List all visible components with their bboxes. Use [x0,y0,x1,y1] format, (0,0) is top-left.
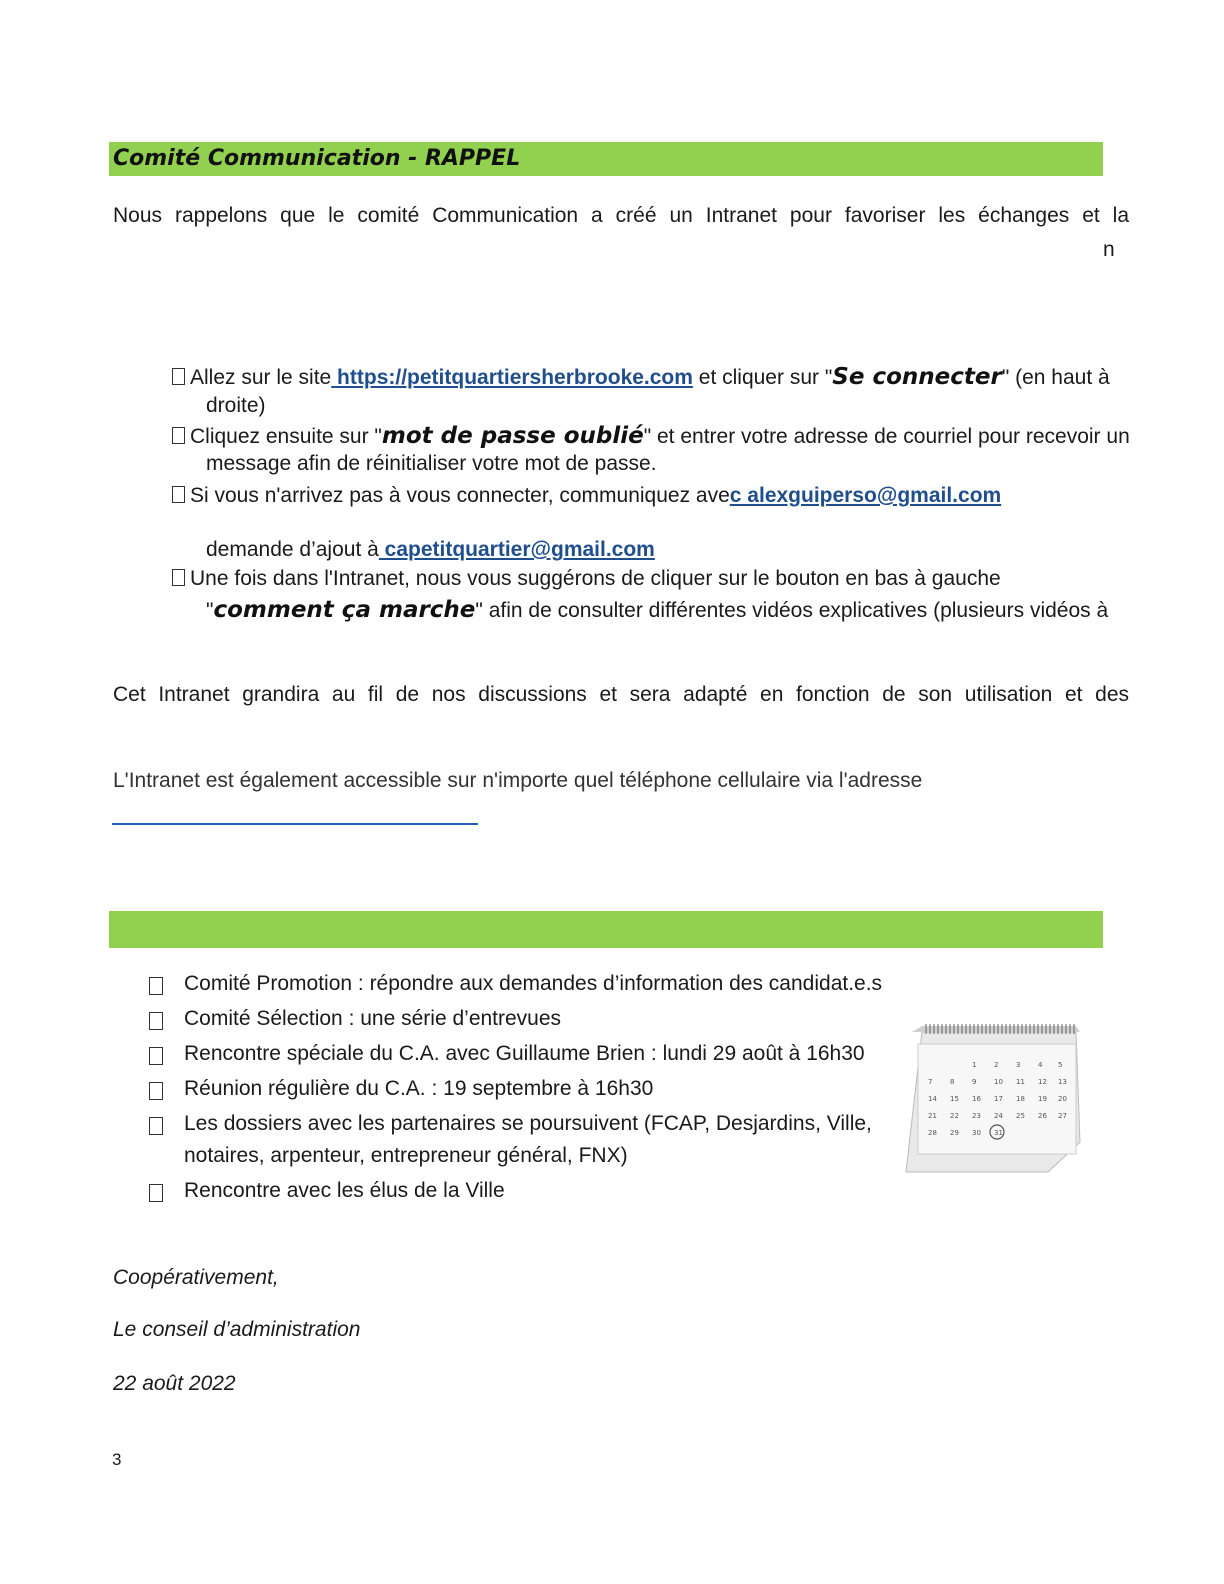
calendar-day: 30 [972,1129,981,1137]
calendar-day: 27 [1058,1112,1067,1120]
signature-date: 22 août 2022 [113,1372,236,1395]
section-header-bar [109,142,1103,176]
step-4-continued: "comment ça marche" afin de consulter différentes vidéos explicatives (plusieurs vidéos à [206,597,1109,623]
calendar-day: 16 [972,1095,981,1103]
add-request-email-link[interactable]: capetitquartier@gmail.com [378,538,655,561]
calendar-day: 13 [1058,1078,1067,1086]
calendar-day: 5 [1058,1061,1063,1069]
calendar-day: 31 [994,1129,1003,1137]
calendar-day: 9 [972,1078,977,1086]
bullet-box-icon [149,1117,163,1135]
bullet-box-icon [149,1047,163,1065]
site-link[interactable]: https://petitquartiersherbrooke.com [331,366,693,389]
calendar-day: 24 [994,1112,1003,1120]
activity-item: Comité Promotion : répondre aux demandes d’information des candidat.e.s [184,972,883,995]
paragraph-mobile-access: L'Intranet est également accessible sur n'importe quel téléphone cellulaire via l'adresse [113,769,923,792]
section-header-bar-2 [109,911,1103,948]
signer-text: Le conseil d’administration [113,1318,361,1341]
calendar-day: 15 [950,1095,959,1103]
calendar-day: 4 [1038,1061,1043,1069]
activity-item: Rencontre avec les élus de la Ville [184,1179,505,1202]
calendar-day: 8 [950,1078,955,1086]
step-3-continued: demande d’ajout à capetitquartier@gmail.com [206,538,655,561]
calendar-day: 7 [928,1078,933,1086]
intro-line-1: Nous rappelons que le comité Communication a créé un Intranet pour favoriser les échanges et la [113,204,1129,227]
comment-ca-marche-text: comment ça marche [213,597,476,623]
activity-item: Rencontre spéciale du C.A. avec Guillaume Brien : lundi 29 août à 16h30 [184,1042,865,1065]
activity-item-continued: notaires, arpenteur, entrepreneur général, FNX) [184,1144,628,1167]
calendar-day: 28 [928,1129,937,1137]
paragraph-intranet-growth: Cet Intranet grandira au fil de nos discussions et sera adapté en fonction de son utilisation et des [113,683,1129,706]
calendar-day: 18 [1016,1095,1025,1103]
step-2-continued: message afin de réinitialiser votre mot de passe. [206,452,657,475]
step-3: Si vous n'arrivez pas à vous connecter, communiquez avec alexguiperso@gmail.com [172,484,1001,508]
calendar-day: 23 [972,1112,981,1120]
bullet-box-icon [149,1082,163,1100]
calendar-day: 20 [1058,1095,1067,1103]
page-number: 3 [112,1450,122,1469]
mot-de-passe-text: mot de passe oublié [381,423,644,449]
step-1: Allez sur le site https://petitquartiersherbrooke.com et cliquer sur "Se connecter" (en haut à [172,364,1110,390]
step-1-continued: droite) [206,394,266,417]
calendar-day: 19 [1038,1095,1047,1103]
activity-item: Comité Sélection : une série d’entrevues [184,1007,562,1030]
calendar-day: 21 [928,1112,937,1120]
calendar-day: 3 [1016,1061,1021,1069]
calendar-day: 22 [950,1112,959,1120]
activity-item: Les dossiers avec les partenaires se poursuivent (FCAP, Desjardins, Ville, [184,1112,872,1135]
calendar-day: 29 [950,1129,959,1137]
bullet-box-icon [172,427,185,444]
calendar-day: 10 [994,1078,1003,1086]
intro-line-2-fragment: n [1103,238,1115,261]
bullet-box-icon [149,1184,163,1202]
step-2: Cliquez ensuite sur "mot de passe oublié" et entrer votre adresse de courriel pour recevoir un [172,423,1130,449]
bullet-box-icon [172,569,185,586]
bullet-box-icon [172,486,185,503]
calendar-day: 26 [1038,1112,1047,1120]
step-4: Une fois dans l'Intranet, nous vous suggérons de cliquer sur le bouton en bas à gauche [172,567,1001,591]
calendar-day: 2 [994,1061,999,1069]
contact-email-link[interactable]: c alexguiperso@gmail.com [729,484,1002,507]
calendar-day: 11 [1016,1078,1025,1086]
bullet-box-icon [149,977,163,995]
closing-text: Coopérativement, [113,1266,279,1289]
bullet-box-icon [149,1012,163,1030]
section-title: Comité Communication - RAPPEL [113,146,521,171]
bullet-box-icon [172,368,185,385]
activity-item: Réunion régulière du C.A. : 19 septembre à 16h30 [184,1077,654,1100]
address-link-underline[interactable] [112,823,478,825]
se-connecter-text: Se connecter [832,364,1002,390]
calendar-day: 14 [928,1095,937,1103]
calendar-day: 17 [994,1095,1003,1103]
calendar-day: 25 [1016,1112,1025,1120]
calendar-day: 1 [972,1061,977,1069]
calendar-day: 12 [1038,1078,1047,1086]
desk-calendar-icon [898,1022,1084,1176]
